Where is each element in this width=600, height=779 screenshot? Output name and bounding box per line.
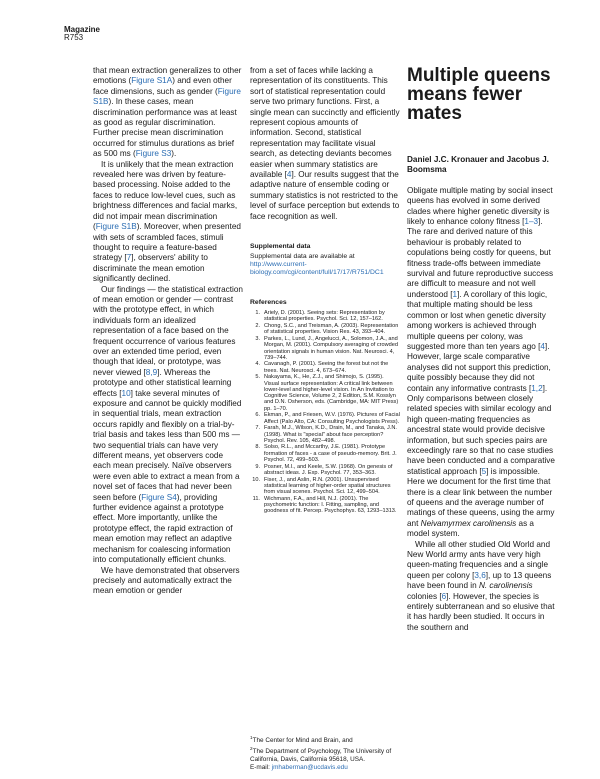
reference-number: 9.: [255, 463, 260, 470]
figure-link[interactable]: Figure S1B: [95, 222, 137, 232]
citation-link[interactable]: 10: [121, 388, 131, 398]
figure-link[interactable]: Figure S4: [141, 492, 177, 502]
reference-number: 11.: [252, 495, 260, 502]
page-header: [64, 26, 100, 43]
reference-item: [250, 310, 400, 323]
reference-number: 6.: [255, 412, 260, 419]
reference-text: Chong, S.C., and Treisman, A. (2003). Representation of statistical properties. Vision Res. 43, 393–404.: [264, 323, 399, 336]
species-name: N. carolinensis: [478, 581, 533, 591]
reference-item: [250, 412, 400, 425]
citation-link[interactable]: 5: [481, 466, 487, 476]
column-left: [93, 66, 243, 597]
reference-number: 7.: [255, 425, 260, 432]
reference-number: 1.: [255, 310, 260, 317]
reference-text: Ariely, D. (2001). Seeing sets: Representation by statistical properties. Psychol. Sci. 12, 157–162.: [264, 310, 385, 323]
reference-number: 4.: [255, 361, 260, 368]
reference-item: [250, 361, 400, 374]
supplemental-section: [250, 242, 400, 278]
reference-text: Posner, M.I., and Keele, S.W. (1968). On genesis of abstract ideas. J. Exp. Psychol. 77, 353–363.: [264, 463, 393, 476]
citation-link[interactable]: 4: [540, 341, 545, 351]
reference-text: Solso, R.L., and Mccarthy, J.E. (1981). Prototype formation of faces - a case of pseudo-memory. Brit. J. Psychol. 72, 499–503.: [264, 444, 397, 464]
reference-text: Farah, M.J., Wilson, K.D., Drain, M., and Tanaka, J.N. (1998). What is "special" about face perception? Psychol. Rev. 105, 482–498.: [264, 425, 397, 444]
affiliation-line: The Center for Mind and Brain, and: [252, 737, 353, 745]
citation-link[interactable]: 1,2: [531, 383, 543, 393]
reference-text: Nakayama, K., He, Z.J., and Shimojo, S. (1995). Visual surface representation: A critical link between lower-level and higher-level vision. In An Invitation to Cognitive Science, Volume 2, 2 Edition, S.M. Kosslyn and D.N. Osherson, eds. (Cambridge, MA: MIT Press) pp. 1–70.: [264, 374, 399, 412]
reference-number: 2.: [255, 323, 260, 330]
supplemental-url-link[interactable]: http://www.current-biology.com/cgi/content/full/17/17/R751/DC1: [250, 260, 384, 277]
page-number: R753: [64, 33, 84, 43]
reference-text: Cavanagh, P. (2001). Seeing the forest but not the trees. Nat. Neurosci. 4, 673–674.: [264, 361, 389, 374]
figure-link[interactable]: Figure S1A: [131, 76, 173, 86]
figure-link[interactable]: Figure S3: [135, 149, 172, 159]
article-authors: Daniel J.C. Kronauer and Jacobus J. Boomsma: [407, 155, 549, 175]
article-title: Multiple queens means fewer mates: [407, 65, 551, 124]
affiliation-block: $^1$The Center for Mind and Brain, and $^2$The Department of Psychology, The University of California, Davis, California 95618, USA. E-mail: jmhaberman@ucdavis.edu: [250, 735, 392, 772]
body-paragraph: Our findings — the statistical extraction of mean emotion or gender — contrast with the prototype effect, in which individuals form an idealized representation of a face based on the frequent occurrence of various features over an extended time period, even though that ideal, or prototype, was never viewed [8,9]. Whereas the prototype and other statistical learning effects [10] take several minutes of exposure and cannot be quickly modified in sequential trials, mean extraction occurs rapidly and flexibly on a trial-by-trial basis and takes less than 500 ms — two sequential trials can have very different means, yet observers code each mean precisely. Naïve observers were even able to extract a mean from a novel set of faces that had never been seen before (Figure S4), providing further evidence against a prototype effect. More importantly, unlike the prototype effect, the rapid extraction of mean emotion may reflect an adaptive mechanism for coalescing information into computationally efficient chunks.: [93, 284, 243, 565]
reference-number: 3.: [255, 335, 260, 342]
reference-text: Ekman, P., and Friesen, W.V. (1976). Pictures of Facial Affect (Palo Alto, CA: Consulting Psychologists Press).: [264, 412, 400, 425]
reference-number: 5.: [255, 374, 260, 381]
reference-item: [250, 477, 400, 496]
reference-item: [250, 444, 400, 463]
magazine-label: Magazine: [64, 25, 101, 34]
reference-item: [250, 336, 400, 361]
body-paragraph: We have demonstrated that observers precisely and automatically extract the mean emotion or gender: [93, 565, 240, 596]
reference-text: Fiser, J., and Aslin, R.N. (2001). Unsupervised statistical learning of higher-order spatial structures from visual scenes. Psychol. Sci. 12, 499–504.: [264, 476, 391, 496]
references-list: [250, 310, 400, 514]
email-label: E-mail:: [250, 764, 272, 772]
supplemental-text: Supplemental data are available at: [250, 252, 355, 260]
email-link[interactable]: jmhaberman@ucdavis.edu: [271, 764, 348, 772]
body-paragraph: It is unlikely that the mean extraction revealed here was driven by feature-based processing. Noise added to the faces to reduce low-level cues, such as brightness differences and facial marks, did not impair mean discrimination (Figure S1B). Moreover, when presented with sets of scrambled faces, stimuli thought to require a feature-based strategy [7], observers' ability to discriminate the mean emotion significantly declined.: [93, 159, 241, 284]
reference-item: [250, 323, 400, 336]
body-paragraph: Obligate multiple mating by social insect queens has evolved in some derived clades where higher genetic diversity is likely to enhance colony fitness [1–3]. The rare and derived nature of this behaviour is probably related to copulations being costly for queens, but fitness trade-offs between immediate survival and future reproductive success are difficult to measure and not well understood [1]. A corollary of this logic, that multiple mating should be less common or lost when genetic diversity among workers is achieved through multiple queens per colony, was suggested more than ten years ago [4]. However, large scale comparative analyses did not support this prediction, quite possibly because they did not contain any informative contrasts [1,2]. Only comparisons between closely related species with similar ecology and high queen-mating frequencies as ancestral state would provide decisive information, but such species pairs are exceedingly rare so that no case studies have been conducted and a comparative statistical approach [5] is impossible. Here we document for the first time that there is a clear link between the number of queens and the average number of matings of these queens, using the army ant Neivamyrmex carolinensis as a model system.: [407, 185, 555, 539]
citation-link[interactable]: 4: [286, 170, 292, 180]
figure-link[interactable]: Figure S1B: [93, 86, 241, 107]
reference-text: Wichmann, F.A., and Hill, N.J. (2001). The psychometric function: I. Fitting, sampling, and goodness of fit. Percep. Psychophys. 63, 1293–1313.: [264, 495, 397, 515]
citation-link[interactable]: 3,6: [474, 570, 486, 580]
citation-link[interactable]: 1: [452, 289, 458, 299]
body-paragraph: While all other studied Old World and New World army ants have very high queen-mating frequencies and a single queen per colony [3,6], up to 13 queens have been found in N. carolinensis colonies [6]. However, the species is entirely subterranean and so elusive that it has hardly been studied. It occurs in the southern and: [407, 539, 555, 632]
species-name: Neivamyrmex carolinensis: [420, 518, 517, 528]
reference-item: [250, 496, 400, 515]
reference-item: [250, 425, 400, 444]
supplemental-heading: Supplemental data: [250, 243, 311, 251]
affiliation-line: The Department of Psychology, The University of California, Davis, California 95618, USA.: [250, 748, 392, 764]
body-paragraph: that mean extraction generalizes to other emotions (Figure S1A) and even other face dimensions, such as gender (Figure S1B). In these cases, mean discrimination performance was at least as good as regular discrimination. Further precise mean discrimination occurred for stimulus durations as brief as 500 ms (Figure S3).: [93, 66, 242, 159]
citation-link[interactable]: 8,9: [145, 367, 158, 377]
citation-link[interactable]: 1–3: [524, 217, 539, 227]
references-heading: References: [250, 298, 287, 306]
body-paragraph: from a set of faces while lacking a representation of its constituents. This sort of statistical representation could serve two primary functions. First, a single mean can succinctly and efficiently represent copious amounts of information. Second, statistical representation may facilitate visual search, as detecting deviants becomes easier when summary statistics are available [4]. Our results suggest that the adaptive nature of ensemble coding or summary statistics is not restricted to the level of surface perception but extends to face recognition as well.: [250, 66, 400, 221]
column-middle: [250, 66, 400, 515]
citation-link[interactable]: 6: [441, 591, 447, 601]
column-right: [407, 66, 555, 633]
reference-text: Parkes, L., Lund, J., Angelucci, A., Solomon, J.A., and Morgan, M. (2001). Compulsory averaging of crowded orientation signals in human vision. Nat. Neurosci. 4, 739–744.: [264, 335, 399, 361]
citation-link[interactable]: 7: [126, 253, 132, 263]
reference-item: [250, 464, 400, 477]
reference-number: 8.: [255, 444, 260, 451]
reference-number: 10.: [252, 476, 260, 483]
reference-item: [250, 374, 400, 412]
